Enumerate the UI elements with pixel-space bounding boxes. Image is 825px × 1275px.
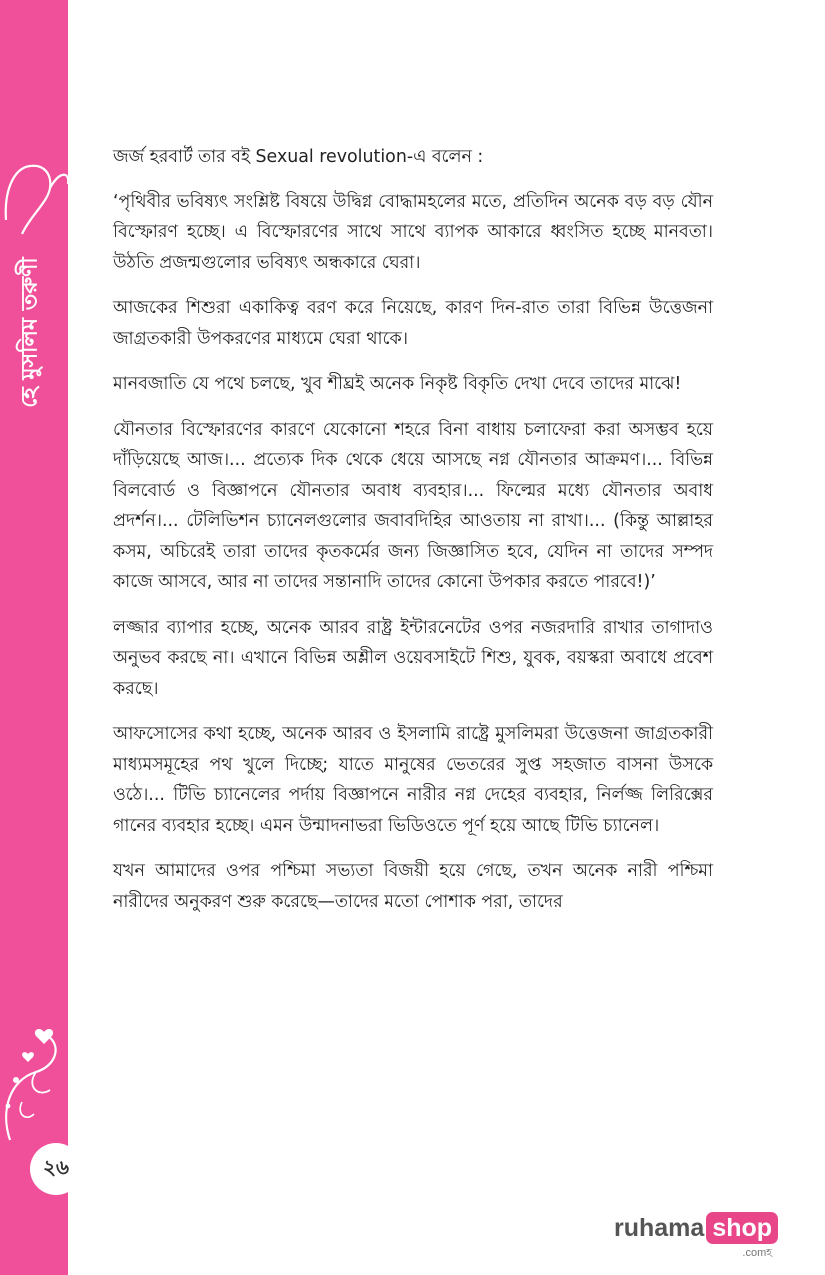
paragraph: আফসোসের কথা হচ্ছে, অনেক আরব ও ইসলামি রাষ্ট্রে মুসলিমরা উত্তেজনা জাগ্রতকারী মাধ্যমসমূহের পথ খুলে দিচ্ছে; যাতে মানুষের ভেতরের সুপ্ত সহজাত বাসনা উসকে ওঠে।... টিভি চ্যানেলের পর্দায় বিজ্ঞাপনে নারীর নগ্ন দেহের ব্যবহার, নির্লজ্জ লিরিক্সের গানের ব্যবহার হচ্ছে। এমন উন্মাদনাভরা ভিডিওতে পূর্ণ হয়ে আছে টিভি চ্যানেল। [113,724,713,836]
publisher-logo [614,1212,778,1259]
paragraph: জর্জ হরবার্ট তার বই Sexual revolution-এ বলেন : [113,147,484,167]
paragraph: ‘পৃথিবীর ভবিষ্যৎ সংশ্লিষ্ট বিষয়ে উদ্বিগ্ন বোদ্ধামহলের মতে, প্রতিদিন অনেক বড় বড় যৌন বিস্ফোরণ হচ্ছে। এ বিস্ফোরণের সাথে সাথে ব্যাপক আকারে ধ্বংসিত হচ্ছে মানবতা। উঠতি প্রজন্মগুলোর ভবিষ্যৎ অন্ধকারে ঘেরা। [113,191,713,273]
page-body [113,142,713,932]
paragraph: আজকের শিশুরা একাকিত্ব বরণ করে নিয়েছে, কারণ দিন-রাত তারা বিভিন্ন উত্তেজনা জাগ্রতকারী উপকরণের মাধ্যমে ঘেরা থাকে। [113,298,713,349]
logo-ruhama-text: ruhama [614,1214,705,1242]
logo-shop-badge: shop [706,1212,778,1244]
page-number: ২৬ [30,1143,82,1195]
paragraph: লজ্জার ব্যাপার হচ্ছে, অনেক আরব রাষ্ট্র ইন্টারনেটের ওপর নজরদারি রাখার তাগাদাও অনুভব করছে না। এখানে বিভিন্ন অশ্লীল ওয়েবসাইটে শিশু, যুবক, বয়স্করা অবাধে প্রবেশ করছে। [113,617,713,699]
logo-domain-text: .comহ [742,1247,773,1259]
paragraph: মানবজাতি যে পথে চলছে, খুব শীঘ্রই অনেক নিকৃষ্ট বিকৃতি দেখা দেবে তাদের মাঝে! [113,374,682,394]
paragraph: যখন আমাদের ওপর পশ্চিমা সভ্যতা বিজয়ী হয়ে গেছে, তখন অনেক নারী পশ্চিমা নারীদের অনুকরণ শুরু করেছে—তাদের মতো পোশাক পরা, তাদের [113,861,713,912]
book-title: হে মুসলিম তরুণী [17,256,43,408]
heart-outline-icon [0,150,68,240]
floral-swirl-icon [0,1010,68,1150]
paragraph: যৌনতার বিস্ফোরণের কারণে যেকোনো শহরে বিনা বাধায় চলাফেরা করা অসম্ভব হয়ে দাঁড়িয়েছে আজ।... প্রত্যেক দিক থেকে ধেয়ে আসছে নগ্ন যৌনতার আক্রমণ।... বিভিন্ন বিলবোর্ড ও বিজ্ঞাপনে যৌনতার অবাধ ব্যবহার।... ফিল্মের মধ্যে যৌনতার অবাধ প্রদর্শন।... টেলিভিশন চ্যানেলগুলোর জবাবদিহির আওতায় না রাখা।... (কিন্তু আল্লাহর কসম, অচিরেই তারা তাদের কৃতকর্মের জন্য জিজ্ঞাসিত হবে, যেদিন না তাদের সম্পদ কাজে আসবে, আর না তাদের সন্তানাদি তাদের কোনো উপকার করতে পারবে!)’ [113,419,713,592]
